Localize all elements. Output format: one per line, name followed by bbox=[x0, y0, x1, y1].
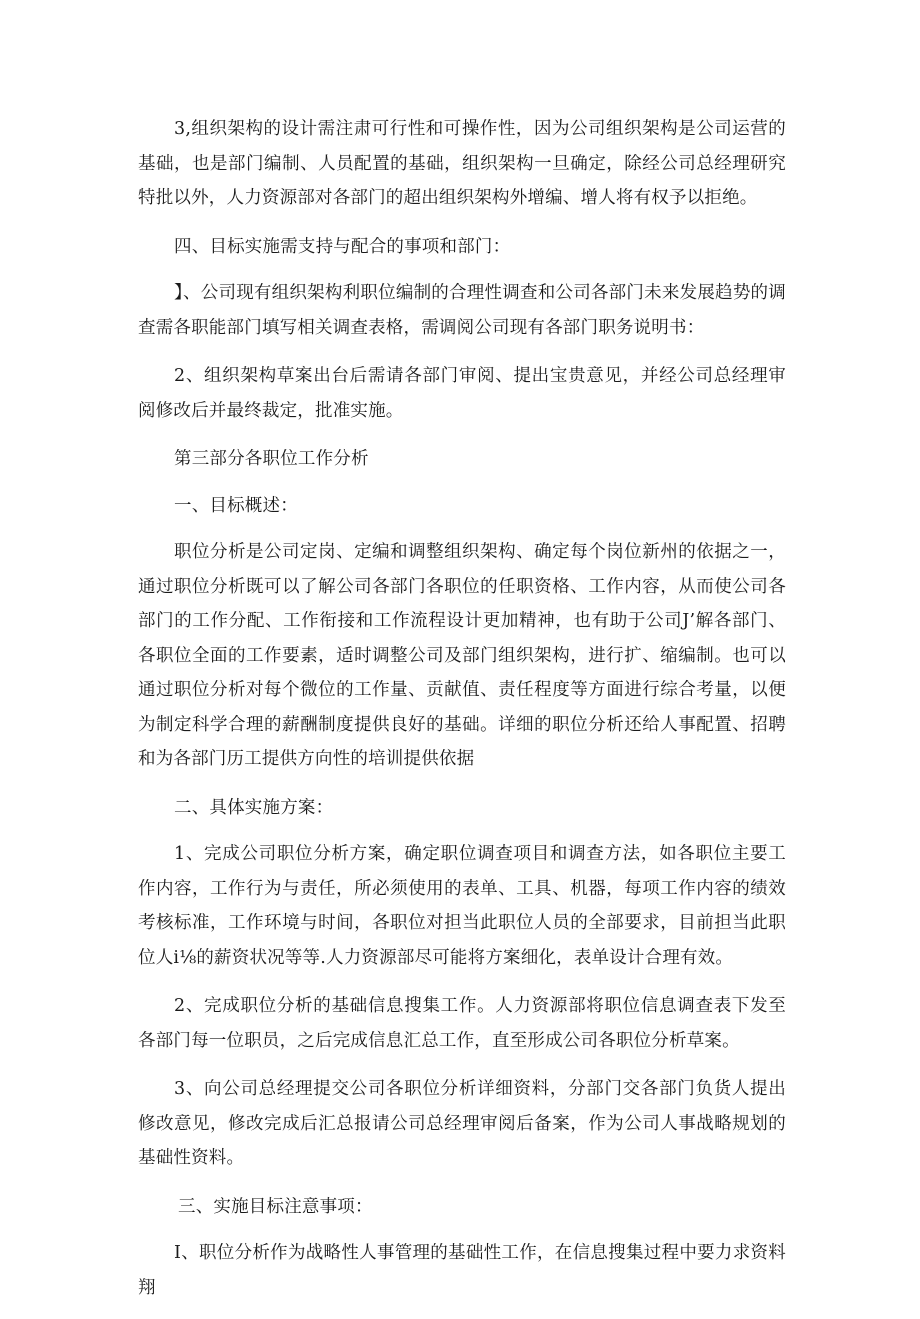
section-title-part-three: 第三部分各职位工作分析 bbox=[174, 449, 369, 469]
document-page bbox=[138, 112, 786, 1319]
heading-goal-overview: 一、目标概述： bbox=[174, 495, 298, 516]
heading-implementation-plan: 二、具体实施方案： bbox=[174, 797, 334, 818]
paragraph-job-analysis-overview: 职位分析是公司定岗、定编和调整组织架构、确定每个岗位新州的依据之一，通过职位分析既可以了解公司各部门各职位的任职资格、工作内容，从而使公司各部门的工作分配、工作衔接和工作流程设计更加精神，也有助于公司J’解各部门、各职位全面的工作要素，适时调整公司及部门组织架构，进行扩、缩编制。也可以通过职位分析对每个微位的工作量、贡献值、责任程度等方面进行综合考量，以便为制定科学合理的薪酬制度提供良好的基础。详细的职位分析还给人事配置、招聘和为各部门历工提供方向性的培训提供依据 bbox=[138, 542, 786, 769]
paragraph-plan-step-3: 3、向公司总经理提交公司各职位分析详细资料，分部门交各部门负货人提出修改意见，修改完成后汇总报请公司总经理审阅后备案，作为公司人事战略规划的基础性资料。 bbox=[138, 1079, 786, 1168]
paragraph-note-1: I、职位分析作为战略性人事管理的基础性工作，在信息搜集过程中要力求资料翔 bbox=[138, 1243, 786, 1298]
paragraph-draft-review: 2、组织架构草案出台后需请各部门审阅、提出宝贵意见，并经公司总经理审阅修改后并最终裁定，批准实施。 bbox=[138, 366, 786, 421]
paragraph-plan-step-2: 2、完成职位分析的基础信息搜集工作。人力资源部将职位信息调查表下发至各部门每一位职员，之后完成信息汇总工作，直至形成公司各职位分析草案。 bbox=[138, 996, 786, 1051]
paragraph-org-design-note: 3,组织架构的设计需注肃可行性和可操作性，因为公司组织架构是公司运营的基础，也是部门编制、人员配置的基础，组织架构一旦确定，除经公司总经理研究特批以外，人力资源部对各部门的超出组织架构外增编、增人将有权予以拒绝。 bbox=[138, 119, 786, 208]
heading-notes: 三、实施目标注意事项： bbox=[178, 1196, 373, 1217]
heading-support-items: 四、目标实施需支持与配合的事项和部门： bbox=[174, 236, 511, 257]
paragraph-plan-step-1: 1、完成公司职位分析方案，确定职位调查项目和调查方法，如各职位主要工作内容，工作行为与责任，所必须使用的表单、工具、机器，每项工作内容的绩效考核标准，工作环境与时间，各职位对担当此职位人员的全部要求，目前担当此职位人i⅛的薪资状况等等.人力资源部尽可能将方案细化，表单设计合理有效。 bbox=[138, 844, 786, 968]
paragraph-survey-item: 】、公司现有组织架构利职位编制的合理性调查和公司各部门未来发展趋势的调查需各职能部门填写相关调查表格，需调阅公司现有各部门职务说明书： bbox=[138, 283, 786, 338]
